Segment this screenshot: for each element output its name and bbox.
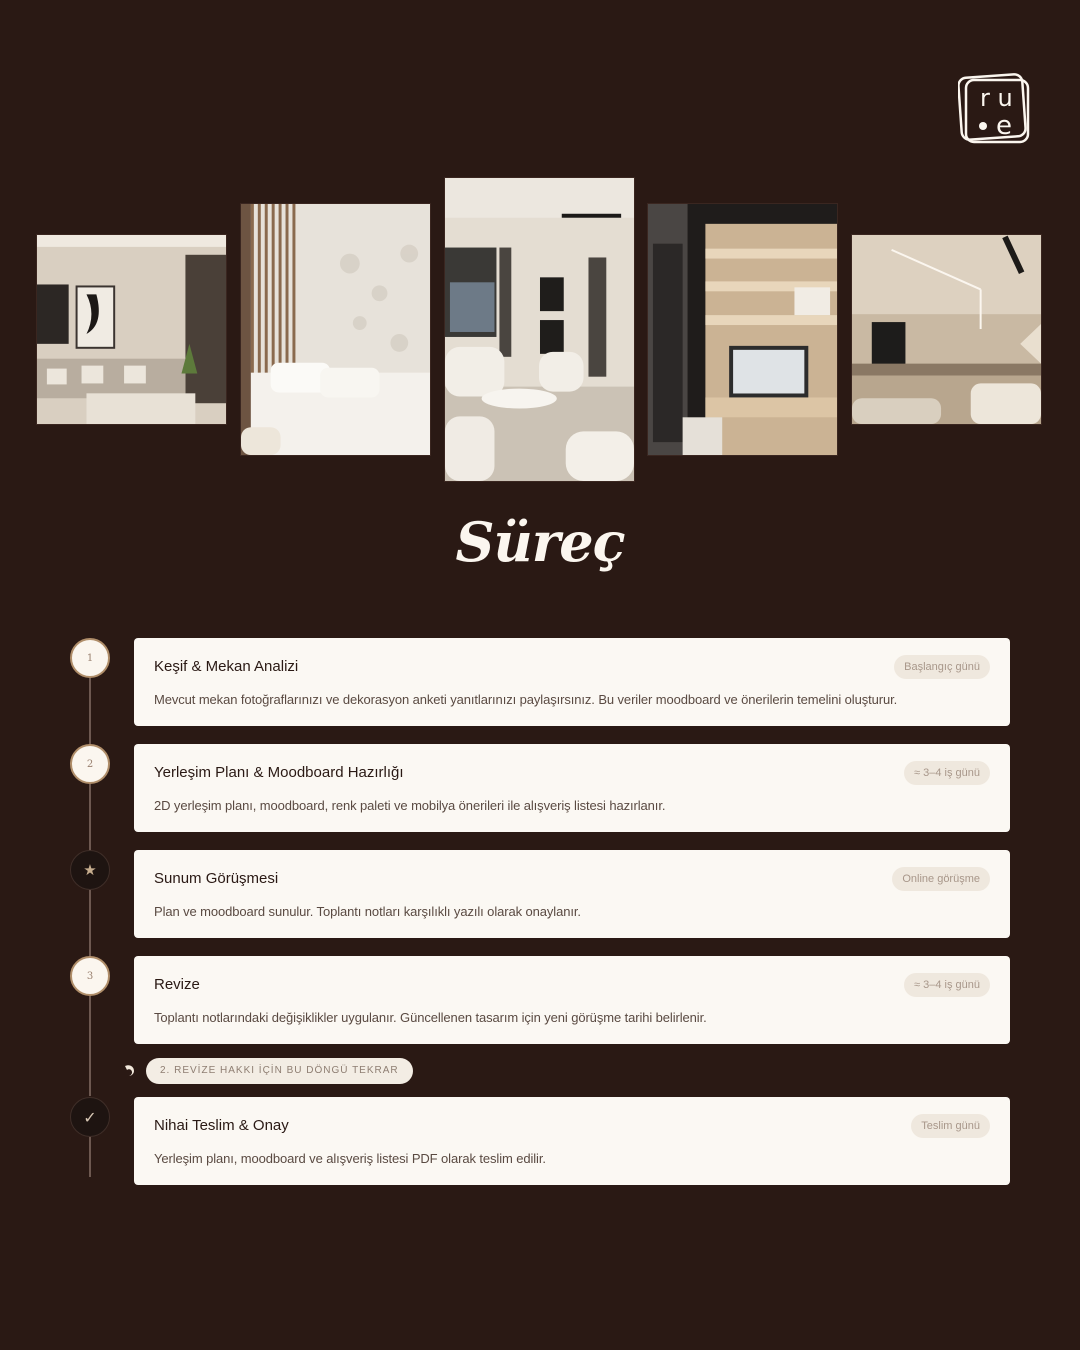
step-description: 2D yerleşim planı, moodboard, renk paleti ve mobilya önerileri ile alışveriş listesi hazırlanır. [154,798,666,813]
step-name: Revize [154,976,200,993]
step-card [134,1097,1010,1185]
step-marker-label: 1 [86,652,94,664]
star-icon: ★ [83,861,97,879]
photo-bedroom [240,203,431,456]
timeline-rail [89,1137,91,1177]
check-icon: ✓ [83,1107,97,1127]
step-marker [70,744,110,784]
revision-loop-note: 2. REVİZE HAKKI İÇİN BU DÖNGÜ TEKRAR [146,1058,413,1084]
step-name: Yerleşim Planı & Moodboard Hazırlığı [154,764,404,781]
brand-logo [958,72,1030,144]
step-marker-label: 2 [86,758,94,770]
photo-tv-room [851,234,1042,425]
page-title: Süreç [455,510,625,574]
timeline-rail [89,890,91,960]
step-card [134,850,1010,938]
timeline-rail [89,996,91,1096]
step-description: Mevcut mekan fotoğraflarınızı ve dekorasyon anketi yanıtlarınızı paylaşırsınız. Bu veriler moodboard ve önerilerin temelini oluşturur. [154,692,898,707]
step-name: Nihai Teslim & Onay [154,1117,289,1134]
step-name: Sunum Görüşmesi [154,870,279,887]
step-card [134,744,1010,832]
photo-lounge [444,177,635,482]
step-description: Yerleşim planı, moodboard ve alışveriş listesi PDF olarak teslim edilir. [154,1151,546,1166]
step-marker-label: 3 [86,970,94,982]
step-marker [70,850,110,890]
timeline-rail [89,784,91,854]
logo-bottom-letter: e [996,111,1012,141]
step-duration-badge: Başlangıç günü [894,655,990,679]
timeline-rail [89,678,91,748]
step-duration-badge: Teslim günü [911,1114,990,1138]
step-card [134,956,1010,1044]
loop-icon [122,1062,138,1078]
step-marker [70,956,110,996]
logo-top-letters: r u [980,84,1013,112]
step-description: Toplantı notlarındaki değişiklikler uygulanır. Güncellenen tasarım için yeni görüşme tarihi belirlenir. [154,1010,707,1025]
step-duration-badge: ≈ 3–4 iş günü [904,973,990,997]
photo-living-room [36,234,227,425]
step-name: Keşif & Mekan Analizi [154,658,299,675]
step-card [134,638,1010,726]
step-description: Plan ve moodboard sunulur. Toplantı notları karşılıklı yazılı olarak onaylanır. [154,904,581,919]
step-marker [70,1097,110,1137]
photo-office [647,203,838,456]
step-duration-badge: ≈ 3–4 iş günü [904,761,990,785]
step-duration-badge: Online görüşme [892,867,990,891]
step-marker [70,638,110,678]
